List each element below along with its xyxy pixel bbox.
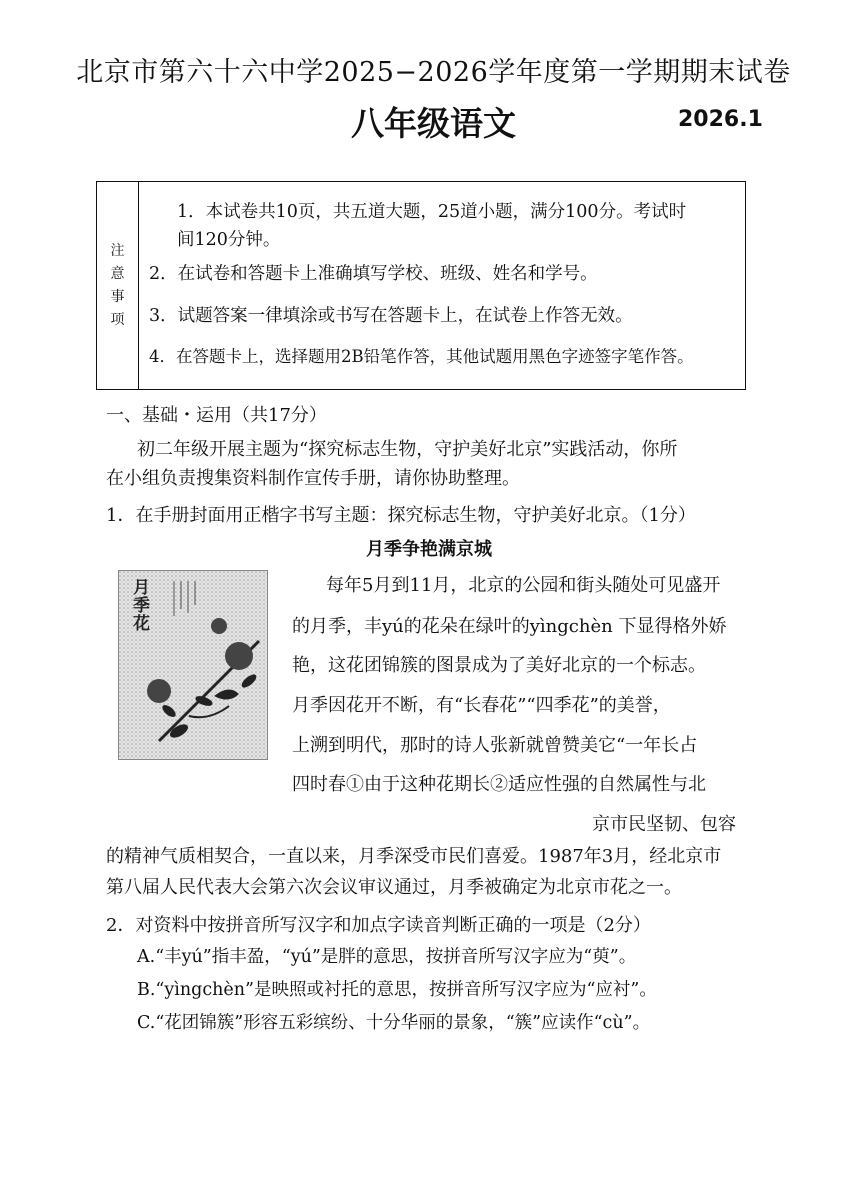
q2-option-b: B.“yìngchèn”是映照或衬托的意思，按拼音所写汉字应为“应衬”。 <box>137 980 657 1000</box>
notice-item-1: 1．本试卷共10页，共五道大题，25道小题，满分100分。考试时 <box>177 202 687 222</box>
article-line-2: 的月季，丰yú的花朵在绿叶的yìngchèn 下显得格外娇 <box>292 616 727 637</box>
article-line-7: 京市民坚韧、包容 <box>592 814 736 835</box>
notice-item-4: 4．在答题卡上，选择题用2B铅笔作答，其他试题用黑色字迹签字笔作答。 <box>149 347 694 366</box>
article-line-3: 艳，这花团锦簇的图景成为了美好北京的一个标志。 <box>292 655 706 676</box>
exam-subtitle: 八年级语文 <box>351 104 516 143</box>
section-heading: 一、基础・运用（共17分） <box>106 405 327 426</box>
article-line-8: 的精神气质相契合，一直以来，月季深受市民们喜爱。1987年3月，经北京市 <box>106 846 722 867</box>
rose-illustration <box>118 570 268 760</box>
notice-side-label <box>97 182 139 389</box>
exam-date: 2026.1 <box>678 107 763 132</box>
article-line-9: 第八届人民代表大会第六次会议审议通过，月季被确定为北京市花之一。 <box>106 877 682 898</box>
figure-caption: 月季花 <box>133 578 150 634</box>
notice-side-char: 项 <box>110 311 125 328</box>
question-2: 2．对资料中按拼音所写汉字和加点字读音判断正确的一项是（2分） <box>106 915 651 936</box>
article-title: 月季争艳满京城 <box>366 539 492 560</box>
intro-line-2: 在小组负责搜集资料制作宣传手册，请你协助整理。 <box>106 468 520 489</box>
notice-side-char: 意 <box>110 265 125 282</box>
intro-line-1: 初二年级开展主题为“探究标志生物，守护美好北京”实践活动，你所 <box>137 439 678 460</box>
q2-option-a: A.“丰yú”指丰盈，“yú”是胖的意思，按拼音所写汉字应为“萸”。 <box>137 947 637 967</box>
notice-box <box>96 181 746 390</box>
notice-item-1-cont: 间120分钟。 <box>177 230 281 250</box>
notice-item-2: 2．在试卷和答题卡上准确填写学校、班级、姓名和学号。 <box>149 264 598 284</box>
article-line-4: 月季因花开不断，有“长春花”“四季花”的美誉， <box>292 695 671 716</box>
notice-side-char: 注 <box>110 242 125 259</box>
notice-side-char: 事 <box>110 288 125 305</box>
notice-item-3: 3．试题答案一律填涂或书写在答题卡上，在试卷上作答无效。 <box>149 306 633 326</box>
article-line-5: 上溯到明代，那时的诗人张新就曾赞美它“一年长占 <box>292 735 698 756</box>
article-line-6: 四时春①由于这种花期长②适应性强的自然属性与北 <box>292 774 706 795</box>
article-line-1: 每年5月到11月，北京的公园和街头随处可见盛开 <box>326 575 721 596</box>
exam-title: 北京市第六十六中学2025−2026学年度第一学期期末试卷 <box>76 57 791 88</box>
q2-option-c: C.“花团锦簇”形容五彩缤纷、十分华丽的景象，“簇”应读作“cù”。 <box>137 1013 651 1033</box>
question-1: 1．在手册封面用正楷字书写主题：探究标志生物，守护美好北京。（1分） <box>106 505 696 526</box>
